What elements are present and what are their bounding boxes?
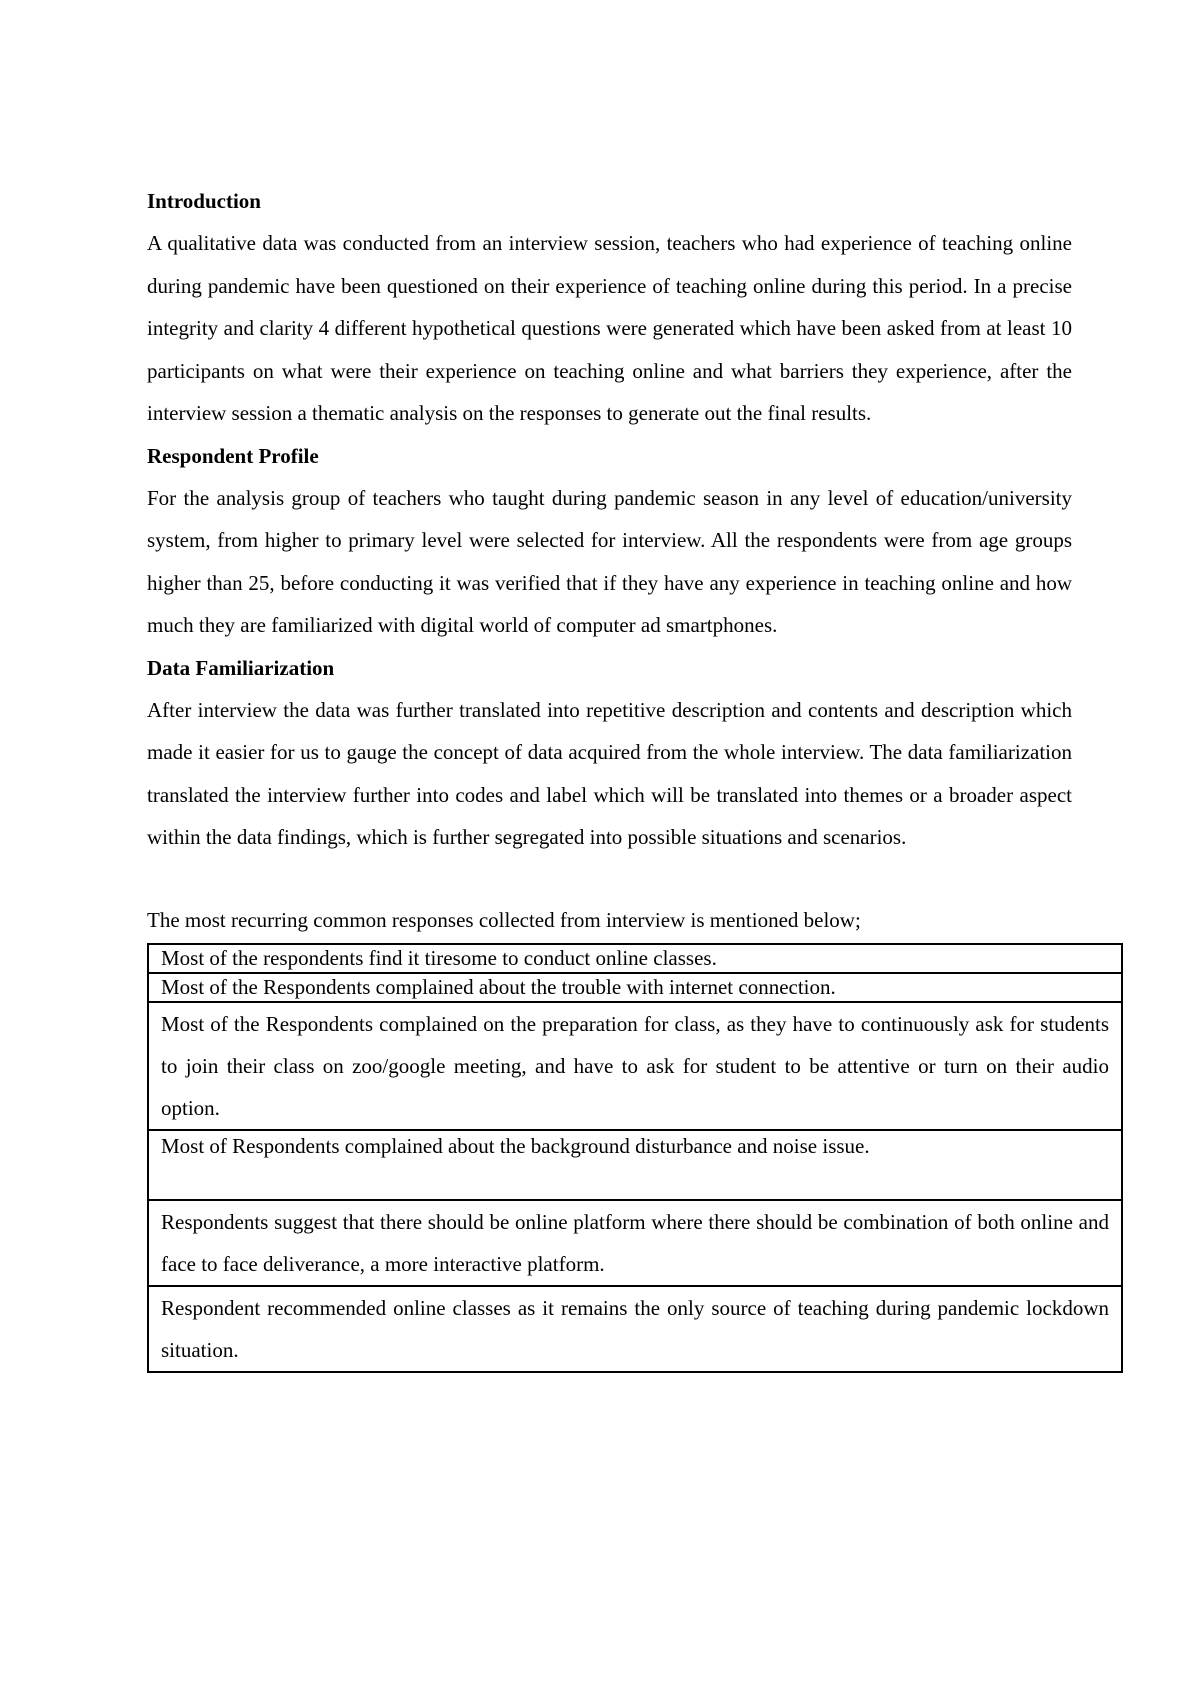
- table-row: [148, 1002, 1122, 1130]
- table-intro-text: The most recurring common responses collected from interview is mentioned below;: [147, 907, 861, 932]
- data-familiarization-heading: Data Familiarization: [147, 655, 335, 680]
- introduction-paragraph: A qualitative data was conducted from an interview session, teachers who had experience of teaching online during pandemic have been questioned on their experience of teaching online during this period. In a precise integrity and clarity 4 different hypothetical questions were generated which have been asked from at least 10 participants on what were their experience on teaching online and what barriers they experience, after the interview session a thematic analysis on the responses to generate out the final results.: [147, 231, 1072, 425]
- introduction-heading: Introduction: [147, 189, 261, 213]
- data-familiarization-paragraph: After interview the data was further translated into repetitive description and contents and description which made it easier for us to gauge the concept of data acquired from the whole interview. The data familiarization translated the interview further into codes and label which will be translated into themes or a broader aspect within the data findings, which is further segregated into possible situations and scenarios.: [147, 697, 1072, 849]
- table-cell: Most of the Respondents complained about the trouble with internet connection.: [148, 973, 1122, 1002]
- table-row: [148, 1286, 1122, 1372]
- table-row: [148, 944, 1122, 973]
- table-cell: Most of the Respondents complained on the preparation for class, as they have to continuously ask for students to join their class on zoo/google meeting, and have to ask for student to be attentive or turn on their audio option.: [148, 1002, 1122, 1130]
- document-body: [147, 180, 1109, 1373]
- respondent-profile-paragraph: For the analysis group of teachers who taught during pandemic season in any level of education/university system, from higher to primary level were selected for interview. All the respondents were from age groups higher than 25, before conducting it was verified that if they have any experience in teaching online and how much they are familiarized with digital world of computer ad smartphones.: [147, 485, 1072, 637]
- responses-table: [147, 943, 1123, 1373]
- table-cell: Most of the respondents find it tiresome to conduct online classes.: [148, 944, 1122, 973]
- table-cell: Respondent recommended online classes as it remains the only source of teaching during pandemic lockdown situation.: [148, 1286, 1122, 1372]
- section-spacer: [147, 859, 1072, 899]
- table-cell: Most of Respondents complained about the background disturbance and noise issue.: [148, 1130, 1122, 1200]
- respondent-profile-heading: Respondent Profile: [147, 443, 319, 468]
- table-row: [148, 973, 1122, 1002]
- table-row: [148, 1200, 1122, 1286]
- table-row: [148, 1130, 1122, 1200]
- table-cell: Respondents suggest that there should be online platform where there should be combination of both online and face to face deliverance, a more interactive platform.: [148, 1200, 1122, 1286]
